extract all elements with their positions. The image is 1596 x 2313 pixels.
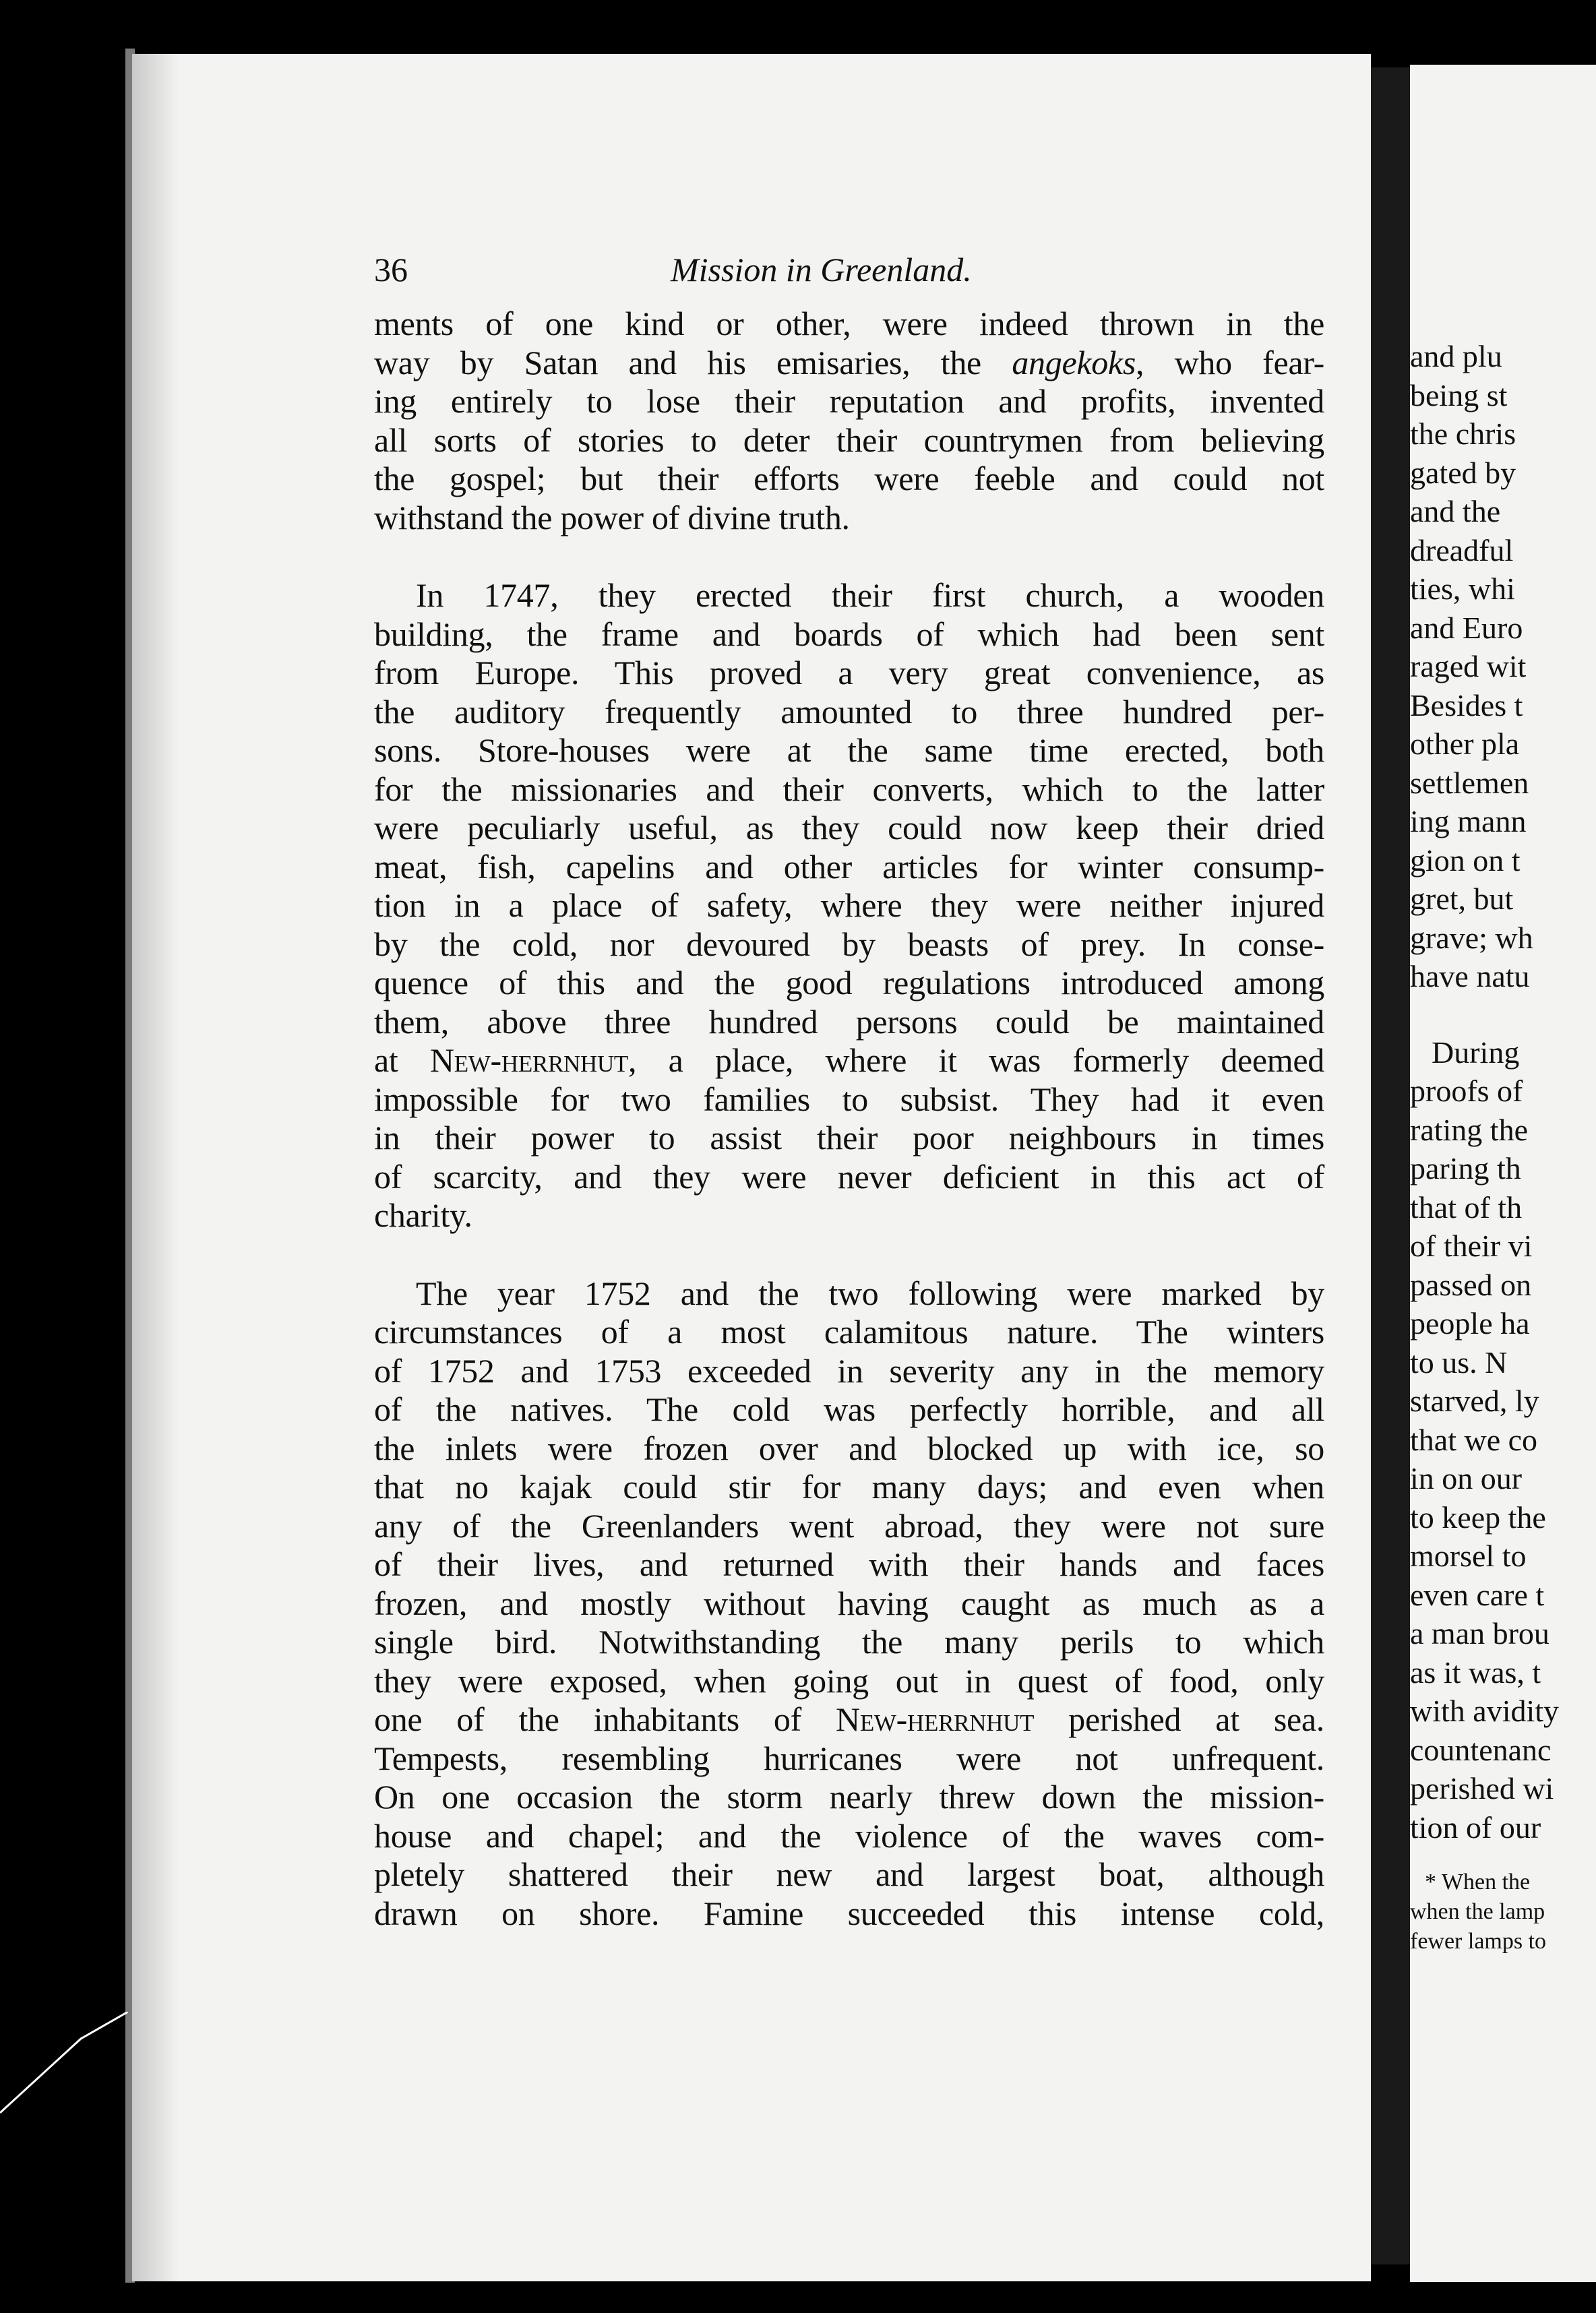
facing-footnote-line: fewer lamps to — [1410, 1929, 1547, 1954]
text-line: single bird. Notwithstanding the many perils to which — [374, 1623, 1324, 1661]
facing-text-line: as it was, t — [1410, 1655, 1541, 1690]
page-shadow — [132, 54, 179, 2281]
text-line: any of the Greenlanders went abroad, they were not sure — [374, 1506, 1324, 1545]
text-line: the auditory frequently amounted to three hundred per- — [374, 692, 1324, 731]
text-line: were peculiarly useful, as they could now keep their dried — [374, 809, 1324, 846]
running-head — [374, 249, 1324, 290]
text-line: circumstances of a most calamitous nature. The winters — [374, 1313, 1324, 1351]
text-line: On one occasion the storm nearly threw down the mission- — [374, 1778, 1324, 1816]
text-line: way by Satan and his emisaries, the angekoks, who fear- — [374, 343, 1324, 381]
text-line: in their power to assist their poor neighbours in times — [374, 1119, 1324, 1156]
facing-text-line: grave; wh — [1410, 920, 1533, 955]
italic-term: angekoks — [1012, 343, 1136, 381]
facing-text-line: that of th — [1410, 1190, 1523, 1225]
facing-text-line: and the — [1410, 494, 1501, 528]
text-line: ing entirely to lose their reputation and profits, invented — [374, 382, 1324, 420]
text-line: quence of this and the good regulations introduced among — [374, 964, 1324, 1001]
text-line: In 1747, they erected their first church, a wooden — [416, 576, 1324, 614]
text-line: at New-herrnhut, a place, where it was formerly deemed — [374, 1041, 1324, 1079]
text-line: meat, fish, capelins and other articles for winter consump- — [374, 847, 1324, 886]
text-line: frozen, and mostly without having caught as much as a — [374, 1584, 1324, 1622]
facing-text-line: ing mann — [1410, 804, 1527, 838]
paragraph-gap — [374, 537, 1324, 576]
facing-text-line: have natu — [1410, 959, 1530, 993]
facing-text-line: people ha — [1410, 1306, 1530, 1340]
facing-text-line: in on our — [1410, 1461, 1523, 1495]
facing-text-line: a man brou — [1410, 1616, 1549, 1651]
facing-text-line: gret, but — [1410, 882, 1514, 916]
text-line: house and chapel; and the violence of the waves com- — [374, 1816, 1324, 1855]
place-name: New-herrnhut — [429, 1041, 629, 1079]
text-line: withstand the power of divine truth. — [374, 498, 850, 536]
text-line: drawn on shore. Famine succeeded this intense cold, — [374, 1894, 1324, 1932]
text-line: all sorts of stories to deter their countrymen from believing — [374, 421, 1324, 459]
text-line: the gospel; but their efforts were feeble and could not — [374, 460, 1324, 497]
facing-text-line: starved, ly — [1410, 1384, 1539, 1418]
text-line: Tempests, resembling hurricanes were not unfrequent. — [374, 1739, 1324, 1777]
facing-text-line: proofs of — [1410, 1074, 1523, 1108]
facing-text-line: countenanc — [1410, 1732, 1552, 1767]
facing-text-line: the chris — [1410, 417, 1516, 451]
facing-text-line: other pla — [1410, 727, 1520, 761]
facing-text-line: raged wit — [1410, 649, 1527, 683]
facing-text-line: Besides t — [1410, 687, 1523, 722]
facing-text-line: to keep the — [1410, 1500, 1546, 1535]
facing-text-line: and Euro — [1410, 610, 1523, 645]
facing-text-line: with avidity — [1410, 1694, 1560, 1728]
text-line: that no kajak could stir for many days; and even when — [374, 1468, 1324, 1506]
paragraph-gap — [374, 1235, 1324, 1274]
facing-text-line: morsel to — [1410, 1539, 1527, 1573]
text-line: of the natives. The cold was perfectly horrible, and all — [374, 1390, 1324, 1428]
facing-text-line: During — [1432, 1035, 1520, 1070]
facing-text-line: ties, whi — [1410, 572, 1515, 606]
facing-text-line: gated by — [1410, 455, 1516, 490]
text-line: charity. — [374, 1196, 472, 1234]
page-number: 36 — [374, 251, 408, 288]
text-line: of scarcity, and they were never deficient in this act of — [374, 1157, 1324, 1196]
facing-text-line: and plu — [1410, 339, 1502, 373]
facing-text-line: gion on t — [1410, 842, 1521, 877]
facing-footnote-line: when the lamp — [1410, 1899, 1545, 1924]
page-body — [374, 305, 1324, 1933]
facing-page — [1410, 65, 1596, 2282]
facing-text-line: settlemen — [1410, 765, 1529, 800]
text-line: they were exposed, when going out in quest of food, only — [374, 1661, 1324, 1700]
text-line: pletely shattered their new and largest boat, although — [374, 1855, 1324, 1893]
text-line: them, above three hundred persons could be maintained — [374, 1002, 1324, 1041]
running-title: Mission in Greenland. — [671, 251, 972, 288]
text-line: ments of one kind or other, were indeed thrown in the — [374, 305, 1324, 342]
facing-text-line: that we co — [1410, 1422, 1538, 1457]
facing-text-line: being st — [1410, 377, 1508, 412]
text-line: of their lives, and returned with their hands and faces — [374, 1545, 1324, 1583]
facing-text-line: to us. N — [1410, 1345, 1508, 1380]
text-line: by the cold, nor devoured by beasts of prey. In conse- — [374, 925, 1324, 963]
text-line: building, the frame and boards of which had been sent — [374, 615, 1324, 653]
text-line: for the missionaries and their converts, which to the latter — [374, 770, 1324, 808]
facing-text-line: tion of our — [1410, 1810, 1541, 1845]
text-line: impossible for two families to subsist. They had it even — [374, 1080, 1324, 1118]
text-line: the inlets were frozen over and blocked up with ice, so — [374, 1429, 1324, 1467]
page-corner-mark — [0, 2012, 128, 2120]
facing-footnote-line: * When the — [1425, 1870, 1531, 1894]
book-gutter — [1371, 67, 1410, 2264]
text-line: sons. Store-houses were at the same time erected, both — [374, 731, 1324, 769]
facing-text-line: paring th — [1410, 1151, 1521, 1185]
text-line: of 1752 and 1753 exceeded in severity any in the memory — [374, 1351, 1324, 1390]
text-line: one of the inhabitants of New-herrnhut perished at sea. — [374, 1700, 1324, 1738]
facing-text-line: perished wi — [1410, 1771, 1554, 1806]
facing-text-line: dreadful — [1410, 532, 1514, 567]
facing-text-line: of their vi — [1410, 1229, 1533, 1263]
text-line: The year 1752 and the two following were marked by — [416, 1274, 1324, 1312]
place-name: New-herrnhut — [836, 1700, 1035, 1738]
facing-text-line: passed on — [1410, 1267, 1532, 1302]
text-line: tion in a place of safety, where they were neither injured — [374, 886, 1324, 924]
text-line: from Europe. This proved a very great convenience, as — [374, 654, 1324, 691]
facing-text-line: rating the — [1410, 1112, 1528, 1147]
facing-text-line: even care t — [1410, 1577, 1545, 1612]
